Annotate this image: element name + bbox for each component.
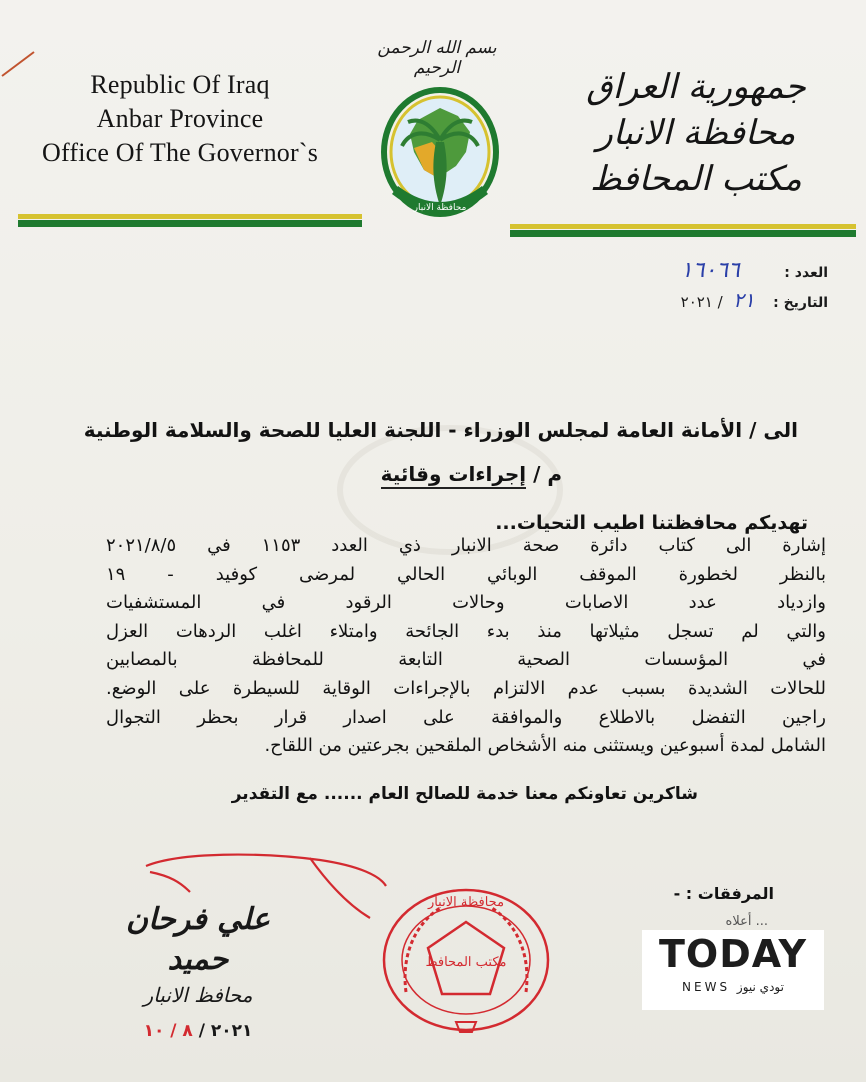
body-line: بالنظر لخطورة الموقف الوبائي الحالي لمرضى كوفيد - ١٩	[106, 563, 826, 585]
stamp-outer-text: محافظة الانبار	[427, 895, 505, 910]
today-news-watermark	[642, 930, 824, 1010]
watermark-brand: TODAY	[658, 932, 808, 976]
en-line-office: Office Of The Governor`s	[41, 138, 319, 167]
number-label: العدد :	[784, 265, 828, 281]
body-line: إشارة الى كتاب دائرة صحة الانبار ذي العدد ١١٥٣ في ٢٠٢١/٨/٥	[106, 535, 826, 556]
body-line: وازدياد عدد الاصابات وحالات الرقود في المستشفيات	[106, 592, 826, 614]
ar-line-province: محافظة الانبار	[596, 113, 796, 153]
attachments-text: ... أعلاه	[725, 914, 768, 929]
signature-block	[108, 900, 288, 1046]
date-handwritten: ٢١	[733, 288, 755, 312]
subject-text: إجراءات وقائية	[381, 462, 527, 489]
reference-date	[681, 288, 828, 312]
reference-number	[681, 258, 828, 283]
letter-recipient: الى / الأمانة العامة لمجلس الوزراء - اللجنة العليا للصحة والسلامة الوطنية	[83, 418, 798, 442]
en-line-country: Republic Of Iraq	[90, 70, 270, 99]
letter-subject	[381, 462, 562, 486]
body-line: راجين التفضل بالاطلاع والموافقة على اصدار قرار بحظر التجوال	[106, 706, 826, 728]
governorate-emblem-icon	[378, 82, 502, 230]
watermark-sub: NEWS تودي نيوز	[682, 980, 784, 994]
english-letterhead	[30, 68, 330, 170]
stamp-inner-text: مكتب المحافظ	[425, 955, 507, 970]
signature-date	[108, 1016, 288, 1046]
header-stripe-right	[510, 224, 856, 238]
emblem-caption: محافظة الانبار	[413, 203, 467, 213]
body-line: في المؤسسات الصحية التابعة للمحافظة بالمصابين	[106, 649, 826, 671]
body-line: والتي لم تسجل مثيلاتها منذ بدء الجائحة وامتلاء اغلب الردهات العزل	[106, 620, 826, 642]
signature-date-handwritten: ٨ / ١٠	[143, 1021, 193, 1041]
arabic-letterhead	[556, 64, 836, 202]
body-line: للحالات الشديدة بسبب عدم الالتزام بالإجراءات الوقاية للسيطرة على الوضع.	[106, 677, 826, 699]
signature-date-prefix: ٢٠٢١ /	[192, 1021, 253, 1041]
official-stamp-icon	[376, 882, 556, 1042]
letter-greeting: تهديكم محافظتنا اطيب التحيات...	[495, 512, 808, 534]
signatory-title: محافظ الانبار	[143, 983, 253, 1007]
ar-line-office: مكتب المحافظ	[590, 159, 802, 199]
number-value: ١٦٠٦٦	[680, 258, 740, 283]
header-stripe-left	[18, 214, 362, 228]
ar-line-country: جمهورية العراق	[586, 67, 806, 107]
subject-prefix: م /	[526, 462, 562, 486]
date-label: التاريخ :	[773, 295, 828, 311]
date-value: / ٢٠٢١	[680, 293, 723, 311]
signatory-name: علي فرحان حميد	[126, 902, 270, 977]
body-line: الشامل لمدة أسبوعين ويستثنى منه الأشخاص الملقحين بجرعتين من اللقاح.	[264, 735, 826, 757]
basmala: بسم الله الرحمن الرحيم	[377, 38, 497, 78]
en-line-province: Anbar Province	[96, 104, 264, 133]
letter-closing: شاكرين تعاونكم معنا خدمة للصالح العام ...... مع التقدير	[231, 784, 698, 804]
attachments-label: المرفقات : -	[673, 884, 774, 903]
letter-body	[106, 532, 826, 761]
